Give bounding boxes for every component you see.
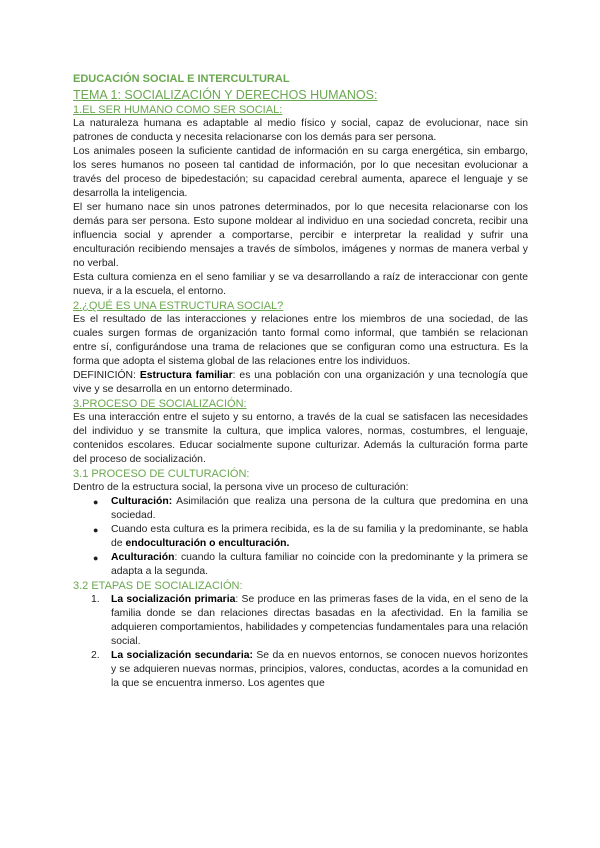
- section-3-1-heading: 3.1 PROCESO DE CULTURACIÓN:: [73, 468, 250, 480]
- section-3-heading: 3.PROCESO DE SOCIALIZACIÓN:: [73, 398, 247, 410]
- list-item-text: : Se produce en las primeras fases de la vida, en el seno de la familia donde se dan relaciones directas basadas en la afectividad. En la familia se adquieren comportamientos, habilidades y competencias fundamentales para una relación social.: [111, 594, 528, 647]
- paragraph: El ser humano nace sin unos patrones determinados, por lo que necesita relacionarse con los demás para ser persona. Esto supone moldear al individuo en una sociedad concreta, recibir una influencia social y aprender a comportarse, percibir e interpretar la realidad y sufrir una enculturación recibiendo mensajes a través de símbolos, imágenes y normas de manera verbal y no verbal.: [73, 202, 528, 269]
- list-item-term: La socialización secundaria:: [111, 650, 253, 661]
- document-title: EDUCACIÓN SOCIAL E INTERCULTURAL: [73, 73, 290, 85]
- paragraph: Dentro de la estructura social, la persona vive un proceso de culturación:: [73, 482, 409, 493]
- paragraph: La naturaleza humana es adaptable al medio físico y social, capaz de evolucionar, nace sin patrones de conducta y necesita relacionarse con los demás para ser persona.: [73, 118, 528, 143]
- list-number: 2.: [91, 650, 100, 661]
- list-item-term: La socialización primaria: [111, 594, 236, 605]
- list-item-term: endoculturación o enculturación.: [125, 538, 290, 549]
- list-item-text: Se da en nuevos entornos, se conocen nuevos horizontes y se adquieren nuevas normas, principios, valores, conductas, acordes a la comunidad en la que se encuentra inmerso. Los agentes que: [111, 650, 528, 689]
- section-3-2-heading: 3.2 ETAPAS DE SOCIALIZACIÓN:: [73, 580, 243, 592]
- culturation-list: [73, 495, 528, 579]
- list-number: 1.: [91, 594, 100, 605]
- definition-paragraph: [73, 369, 528, 397]
- definition-label: DEFINICIÓN:: [73, 370, 140, 381]
- list-item: [91, 649, 528, 691]
- list-item-term: Culturación:: [111, 496, 173, 507]
- list-item: [111, 551, 528, 579]
- section-2-heading: 2.¿QUÉ ES UNA ESTRUCTURA SOCIAL?: [73, 300, 284, 312]
- paragraph: Los animales poseen la suficiente cantidad de información en su carga energética, sin embargo, los seres humanos no poseen tal cantidad de información, por lo que necesitan evolucionar a través del proceso de bipedestación; su capacidad cerebral aumenta, aparece el lenguaje y se desarrolla la inteligencia.: [73, 146, 528, 199]
- list-item-text: : cuando la cultura familiar no coincide con la predominante y la primera se adapta a la segunda.: [111, 552, 528, 577]
- list-item-term: Aculturación: [111, 552, 175, 563]
- list-item-text: Cuando esta cultura es la primera recibida, es la de su familia y la predominante, se habla de: [111, 524, 528, 549]
- paragraph: Es una interacción entre el sujeto y su entorno, a través de la cual se satisfacen las necesidades del individuo y se transmite la cultura, que implica valores, normas, costumbres, el lenguaje, contenidos escolares. Educar socialmente supone culturizar. Además la culturación forma parte del proceso de socialización.: [73, 412, 528, 465]
- section-1-heading: 1.EL SER HUMANO COMO SER SOCIAL:: [73, 104, 283, 116]
- definition-text: : es una población con una organización y una tecnología que vive y se desarrolla en un entorno determinado.: [73, 370, 528, 395]
- paragraph: Esta cultura comienza en el seno familiar y se va desarrollando a raíz de interaccionar con gente nueva, ir a la escuela, el entorno.: [73, 272, 528, 297]
- stages-list: [73, 593, 528, 691]
- definition-term: Estructura familiar: [139, 370, 233, 381]
- tema-title: TEMA 1: SOCIALIZACIÓN Y DERECHOS HUMANOS:: [73, 88, 378, 102]
- list-item: [91, 593, 528, 649]
- list-item: [111, 495, 528, 523]
- paragraph: Es el resultado de las interacciones y relaciones entre los miembros de una sociedad, de las cuales surgen formas de organización tanto formal como informal, que también se relacionan entre sí, configurándose una trama de relaciones que se configuran como una estructura. Es la forma que adopta el sistema global de las relaciones entre los individuos.: [73, 314, 528, 367]
- list-item-text: Asimilación que realiza una persona de la cultura que predomina en una sociedad.: [111, 496, 528, 521]
- list-item: [111, 523, 528, 551]
